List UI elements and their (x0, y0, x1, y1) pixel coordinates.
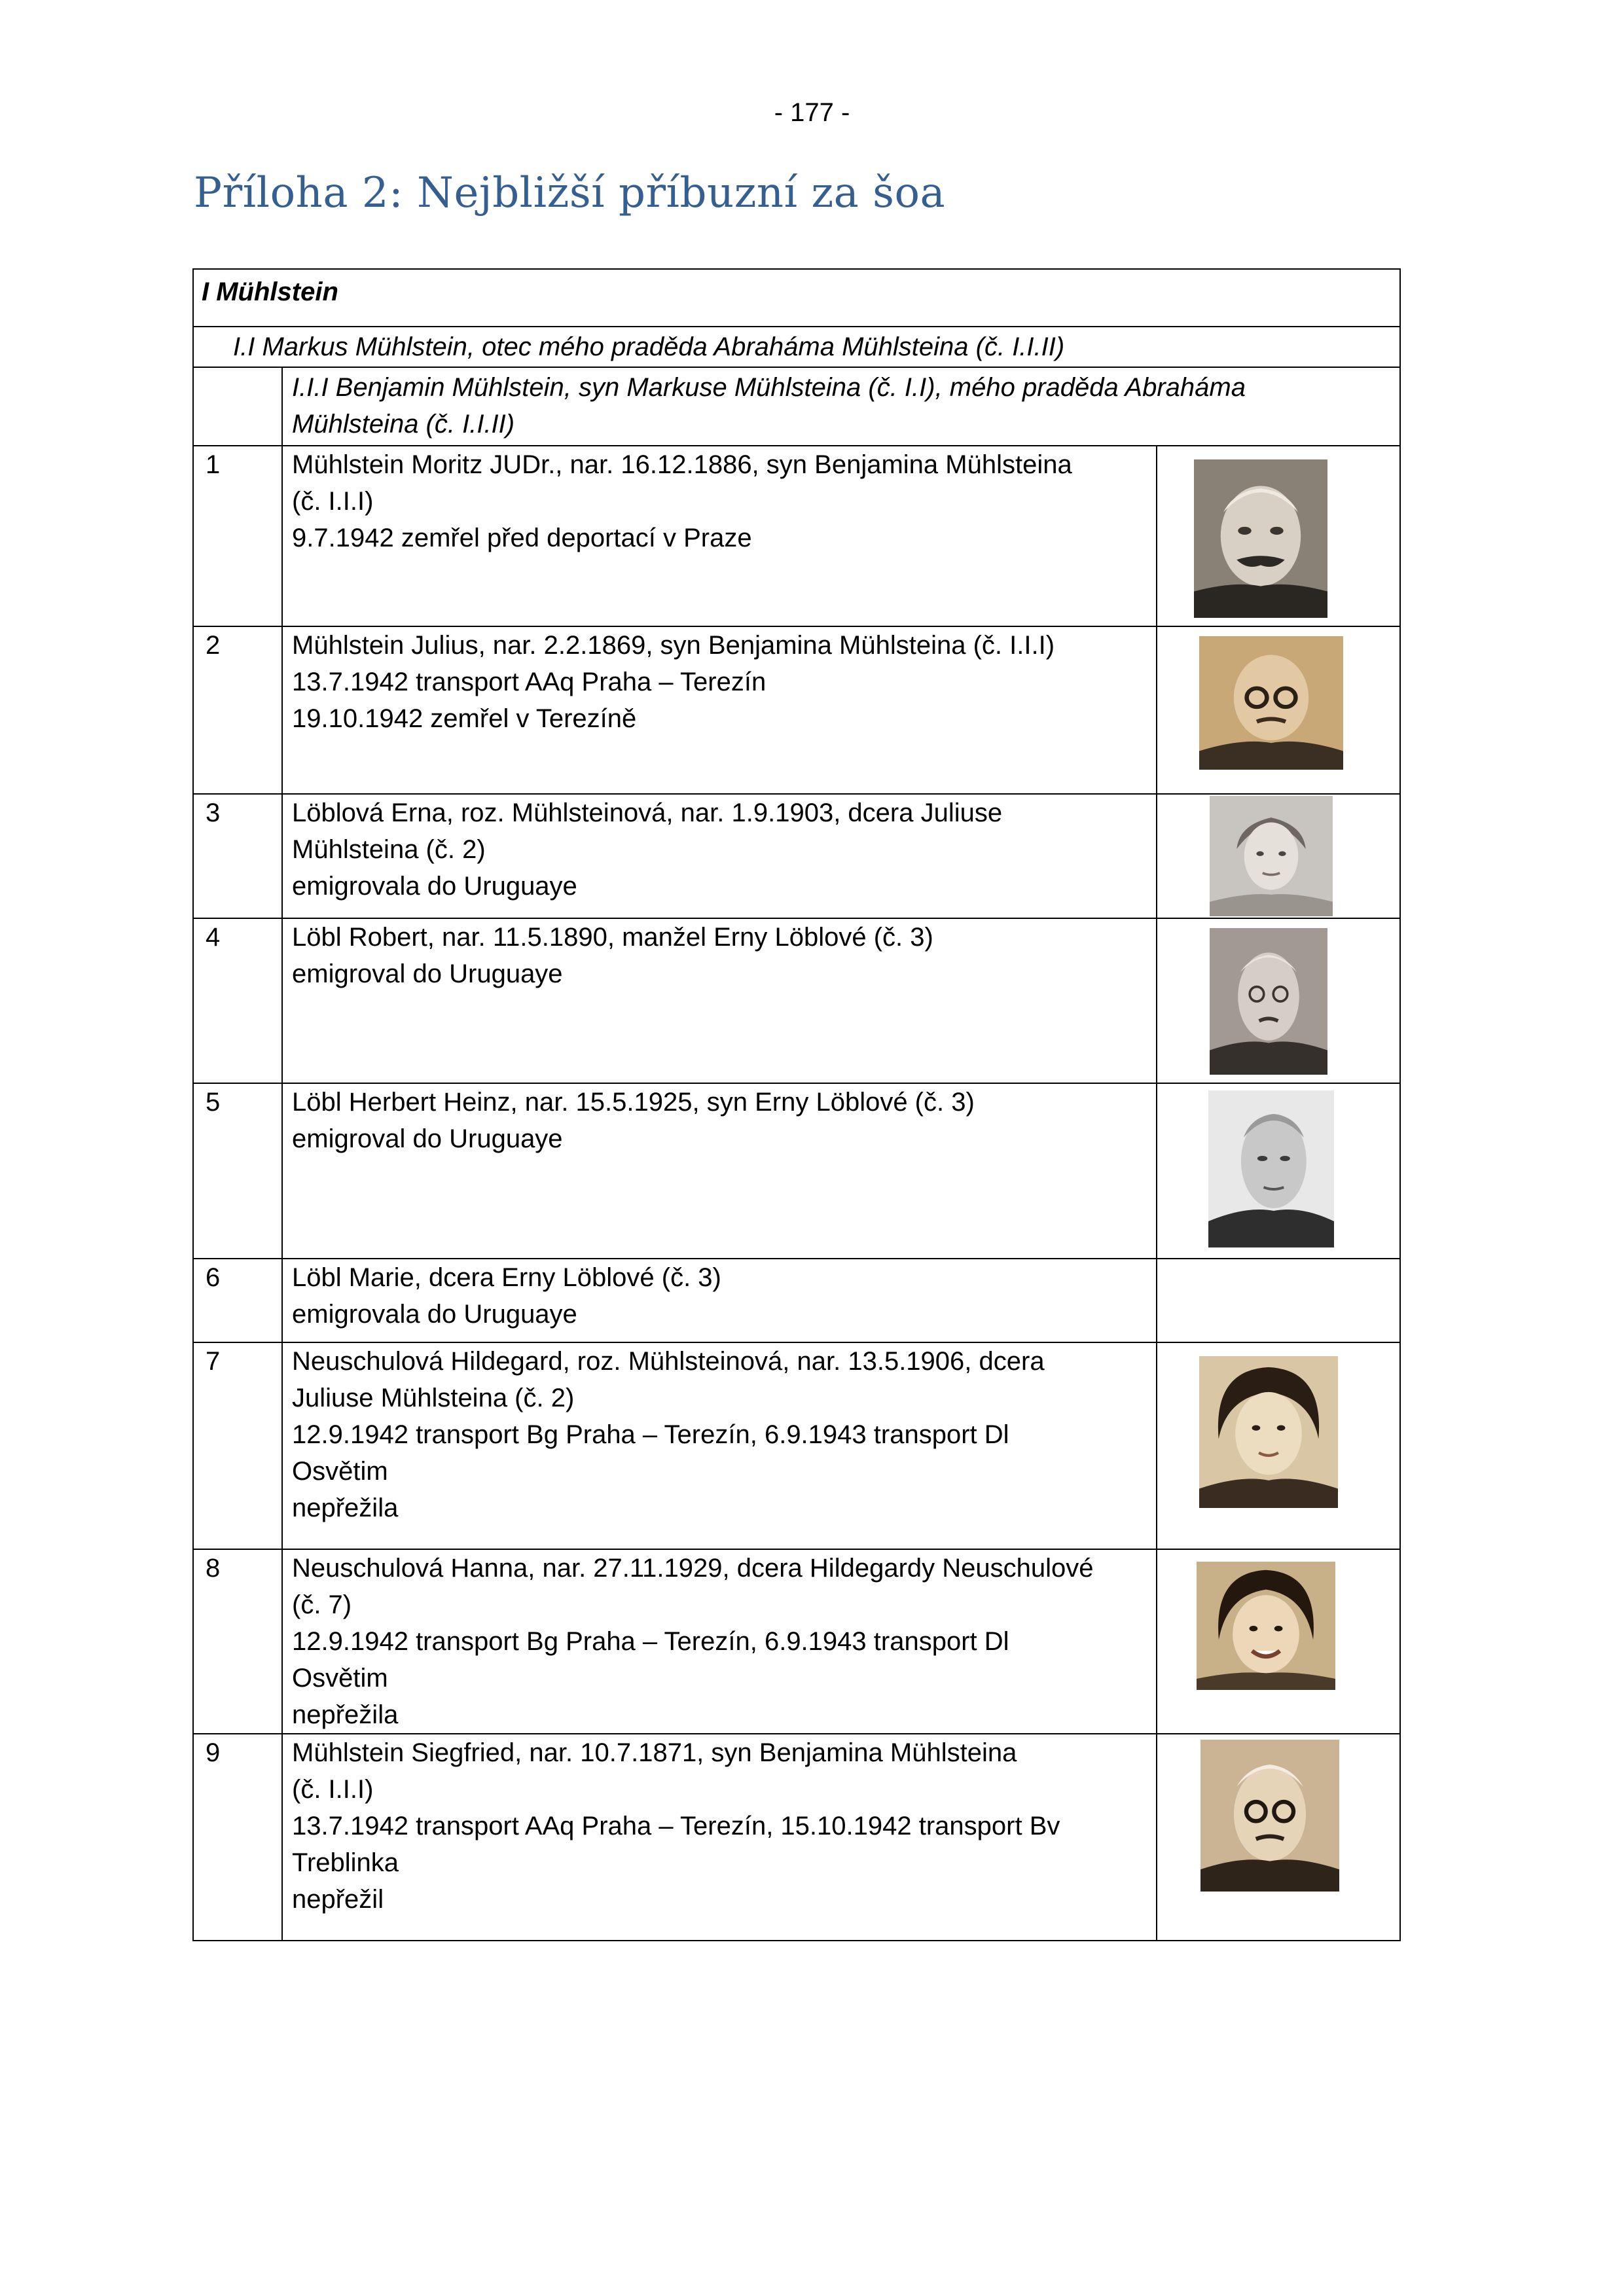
section-title: I Mühlstein (193, 269, 1400, 327)
info-line: emigrovala do Uruguaye (292, 872, 577, 901)
info-line: 13.7.1942 transport AAq Praha – Terezín, 15.10.1942 transport Bv (292, 1812, 1060, 1840)
row-info (282, 1083, 1157, 1259)
row-info (282, 1259, 1157, 1342)
info-line: Löbl Herbert Heinz, nar. 15.5.1925, syn Erny Löblové (č. 3) (292, 1088, 975, 1117)
info-line: Löbl Marie, dcera Erny Löblové (č. 3) (292, 1263, 721, 1292)
subsubsection-line: Mühlsteina (č. I.I.II) (292, 410, 515, 439)
row-info (282, 1734, 1157, 1941)
row-info (282, 446, 1157, 626)
table-row (193, 1734, 1400, 1941)
info-line: (č. I.I.I) (292, 487, 374, 516)
subsubsection-row (193, 367, 1400, 446)
row-number: 5 (193, 1083, 282, 1259)
row-number: 4 (193, 918, 282, 1083)
info-line: Löbl Robert, nar. 11.5.1890, manžel Erny Löblové (č. 3) (292, 923, 933, 952)
subsubsection-line: I.I.I Benjamin Mühlstein, syn Markuse Mühlsteina (č. I.I), mého praděda Abraháma (292, 373, 1246, 402)
row-number: 2 (193, 626, 282, 794)
photo-cell (1157, 1549, 1400, 1734)
info-line: 12.9.1942 transport Bg Praha – Terezín, 6.9.1943 transport Dl (292, 1420, 1009, 1449)
row-info (282, 794, 1157, 918)
info-line: Osvětim (292, 1664, 388, 1693)
info-line: Löblová Erna, roz. Mühlsteinová, nar. 1.9.1903, dcera Juliuse (292, 798, 1003, 827)
section-header-row (193, 269, 1400, 327)
info-line: Neuschulová Hanna, nar. 27.11.1929, dcera Hildegardy Neuschulové (292, 1554, 1094, 1583)
portrait-elderly-man-mustache-photo (1194, 459, 1327, 618)
relatives-table (192, 268, 1401, 1941)
row-info (282, 1549, 1157, 1734)
row-info (282, 918, 1157, 1083)
page-number: - 177 - (774, 98, 850, 127)
table-row (193, 918, 1400, 1083)
info-line: 12.9.1942 transport Bg Praha – Terezín, 6.9.1943 transport Dl (292, 1627, 1009, 1656)
row-number: 1 (193, 446, 282, 626)
info-line: 19.10.1942 zemřel v Terezíně (292, 704, 637, 733)
photo-cell (1157, 626, 1400, 794)
indent-cell (193, 367, 282, 446)
photo-cell (1157, 1342, 1400, 1549)
portrait-man-glasses-photo (1210, 928, 1327, 1075)
info-line: Mühlsteina (č. 2) (292, 835, 486, 864)
info-line: emigroval do Uruguaye (292, 1124, 563, 1153)
photo-cell (1157, 1734, 1400, 1941)
info-line: (č. I.I.I) (292, 1775, 374, 1804)
page-heading: Příloha 2: Nejbližší příbuzní za šoa (194, 169, 946, 217)
subsubsection-title (282, 367, 1400, 446)
row-number: 8 (193, 1549, 282, 1734)
info-line: 9.7.1942 zemřel před deportací v Praze (292, 524, 752, 552)
subsection-row (193, 327, 1400, 367)
portrait-young-man-photo (1208, 1090, 1334, 1247)
subsection-title: I.I Markus Mühlstein, otec mého praděda Abraháma Mühlsteina (č. I.I.II) (193, 327, 1400, 367)
info-line: 13.7.1942 transport AAq Praha – Terezín (292, 668, 767, 696)
table-row (193, 446, 1400, 626)
info-line: Osvětim (292, 1457, 388, 1486)
photo-cell (1157, 794, 1400, 918)
table-row (193, 1259, 1400, 1342)
info-line: nepřežil (292, 1885, 384, 1914)
photo-cell (1157, 446, 1400, 626)
row-info (282, 626, 1157, 794)
table-row (193, 1083, 1400, 1259)
photo-cell (1157, 1083, 1400, 1259)
info-line: Treblinka (292, 1848, 399, 1877)
table-row (193, 626, 1400, 794)
info-line: nepřežila (292, 1700, 399, 1729)
info-line: Mühlstein Moritz JUDr., nar. 16.12.1886, syn Benjamina Mühlsteina (292, 450, 1072, 479)
photo-cell-empty (1157, 1259, 1400, 1342)
portrait-bald-man-glasses-photo (1199, 636, 1343, 770)
info-line: nepřežila (292, 1494, 399, 1522)
info-line: Mühlstein Siegfried, nar. 10.7.1871, syn Benjamina Mühlsteina (292, 1738, 1017, 1767)
portrait-elderly-man-round-glasses-photo (1200, 1740, 1339, 1892)
photo-cell (1157, 918, 1400, 1083)
info-line: Juliuse Mühlsteina (č. 2) (292, 1384, 575, 1412)
row-number: 9 (193, 1734, 282, 1941)
info-line: emigrovala do Uruguaye (292, 1300, 577, 1329)
table-row (193, 1342, 1400, 1549)
table-row (193, 1549, 1400, 1734)
info-line: emigroval do Uruguaye (292, 960, 563, 988)
portrait-woman-dark-hair-photo (1199, 1356, 1338, 1508)
info-line: Neuschulová Hildegard, roz. Mühlsteinová, nar. 13.5.1906, dcera (292, 1347, 1045, 1376)
info-line: (č. 7) (292, 1590, 352, 1619)
table-row (193, 794, 1400, 918)
portrait-girl-smiling-photo (1197, 1562, 1335, 1690)
portrait-woman-photo (1210, 796, 1333, 916)
row-number: 6 (193, 1259, 282, 1342)
row-number: 3 (193, 794, 282, 918)
row-number: 7 (193, 1342, 282, 1549)
info-line: Mühlstein Julius, nar. 2.2.1869, syn Benjamina Mühlsteina (č. I.I.I) (292, 631, 1055, 660)
row-info (282, 1342, 1157, 1549)
